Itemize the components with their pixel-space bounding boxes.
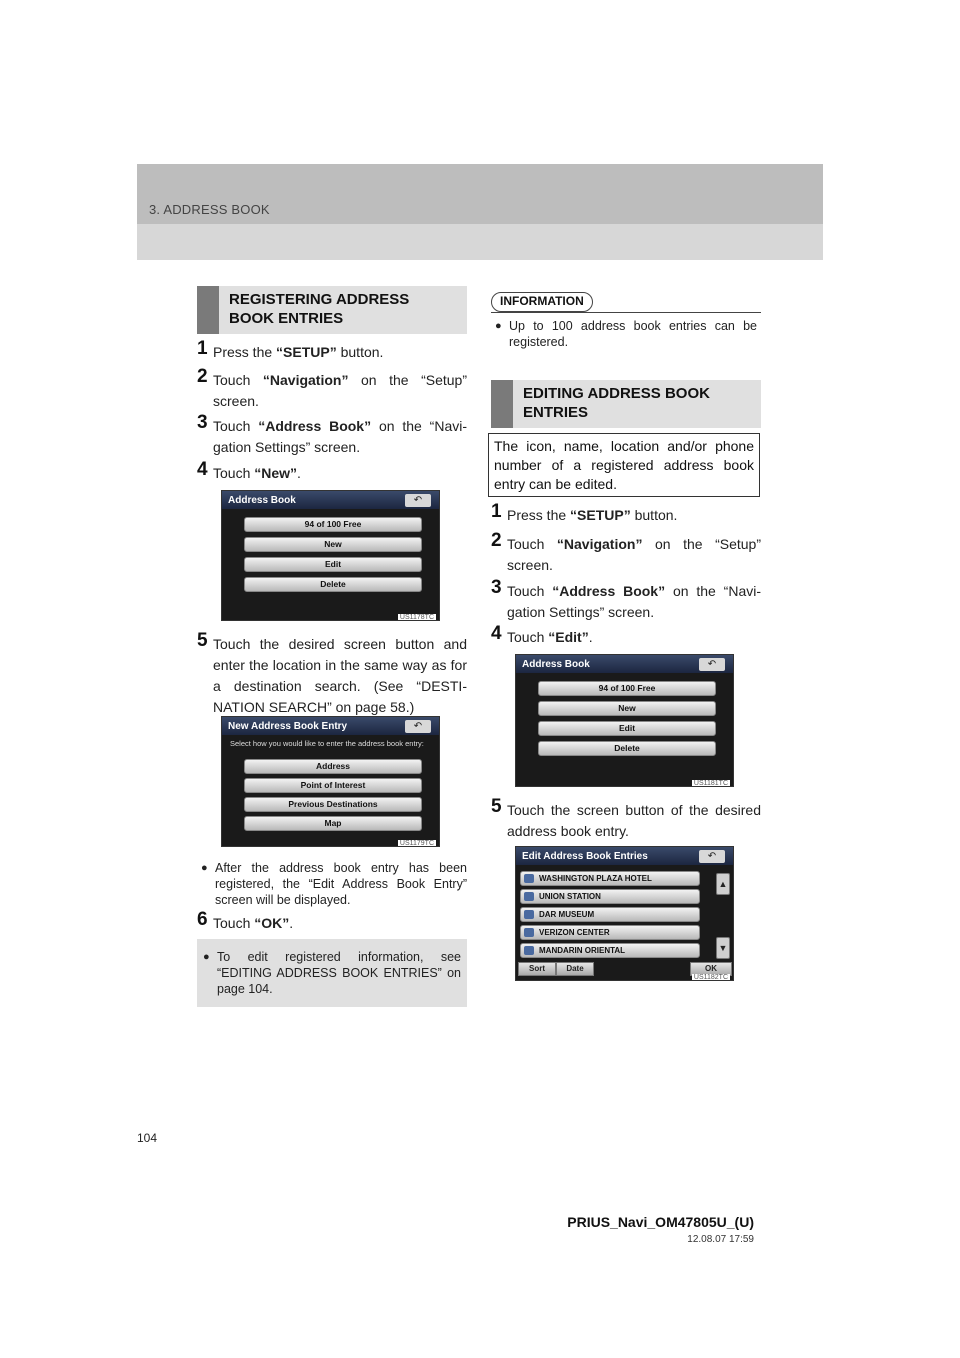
bullet-dot-icon: ● <box>203 951 210 963</box>
previous-destinations-button: Previous Destinations <box>244 797 422 812</box>
left-step-3: 3 Touch “Address Book” on the “Navi-gation Settings” screen. <box>197 412 467 455</box>
image-code: US1179TC <box>399 840 434 847</box>
edit-button: Edit <box>244 557 422 572</box>
screenshot-address-book-new: Address Book ↶ 94 of 100 Free New Edit Delete US1178TC <box>221 490 440 621</box>
new-button: New <box>538 701 716 716</box>
screenshot-edit-address-book-entries: Edit Address Book Entries ↶ WASHINGTON PLAZA HOTEL UNION STATION DAR MUSEUM VERIZON CENTER MANDARIN ORIENTAL ▲ ▼ Sort Date OK US1182TC <box>515 846 734 981</box>
left-section-title <box>197 286 467 334</box>
information-rule <box>491 312 761 313</box>
bullet-dot-icon: ● <box>201 862 208 874</box>
title-bar-accent <box>491 380 513 428</box>
entry-row: VERIZON CENTER <box>520 925 700 940</box>
scroll-up-icon: ▲ <box>716 873 730 895</box>
edit-button: Edit <box>538 721 716 736</box>
right-step-5: 5 Touch the screen button of the desired address book entry. <box>491 796 761 839</box>
screenshot-address-book-edit: Address Book ↶ 94 of 100 Free New Edit Delete US1181TC <box>515 654 734 787</box>
map-button: Map <box>244 816 422 831</box>
point-of-interest-button: Point of Interest <box>244 778 422 793</box>
entry-icon <box>524 946 534 955</box>
ok-button: OK <box>690 962 732 976</box>
print-date: 12.08.07 17:59 <box>687 1234 754 1245</box>
entry-icon <box>524 928 534 937</box>
delete-button: Delete <box>538 741 716 756</box>
right-section-title-text: EDITING ADDRESS BOOK ENTRIES <box>523 385 710 421</box>
back-arrow-icon: ↶ <box>405 720 431 733</box>
left-step-5: 5 Touch the desired screen button and enter the location in the same way as for a destination search. (See “DESTI-NATION SEARCH” on page 58.) <box>197 630 467 715</box>
image-code: US1181TC <box>693 780 728 787</box>
section-header: 3. ADDRESS BOOK <box>149 202 270 217</box>
entry-row: MANDARIN ORIENTAL <box>520 943 700 958</box>
right-step-4: 4 Touch “Edit”. <box>491 623 593 645</box>
free-count-button: 94 of 100 Free <box>244 517 422 532</box>
right-step-2: 2 Touch “Navigation” on the “Setup” screen. <box>491 530 761 573</box>
left-bullet-note: ● After the address book entry has been registered, the “Edit Address Book Entry” screen will be displayed. <box>201 861 467 907</box>
free-count-button: 94 of 100 Free <box>538 681 716 696</box>
sort-tab: Sort <box>518 962 556 976</box>
image-code: US1178TC <box>399 614 434 621</box>
entry-icon <box>524 892 534 901</box>
image-code: US1182TC <box>693 974 728 981</box>
information-label: INFORMATION <box>491 292 593 312</box>
delete-button: Delete <box>244 577 422 592</box>
entry-row: WASHINGTON PLAZA HOTEL <box>520 871 700 886</box>
left-step-4: 4 Touch “New”. <box>197 459 301 481</box>
date-tab: Date <box>556 962 594 976</box>
left-step-6: 6 Touch “OK”. <box>197 909 294 931</box>
right-step-3: 3 Touch “Address Book” on the “Navi-gation Settings” screen. <box>491 577 761 620</box>
left-step-1: 1 Press the “SETUP” button. <box>197 338 384 360</box>
entry-icon <box>524 910 534 919</box>
title-bar-accent <box>197 286 219 334</box>
information-text: ● Up to 100 address book entries can be registered. <box>495 319 757 349</box>
header-band <box>137 164 823 260</box>
editing-description-box: The icon, name, location and/or phone number of a registered address book entry can be edited. <box>488 433 760 497</box>
left-section-title-text: REGISTERING ADDRESS BOOK ENTRIES <box>229 291 410 327</box>
right-section-title <box>491 380 761 428</box>
page-number: 104 <box>137 1131 158 1145</box>
entry-row: DAR MUSEUM <box>520 907 700 922</box>
entry-row: UNION STATION <box>520 889 700 904</box>
bullet-dot-icon: ● <box>495 320 502 332</box>
entry-icon <box>524 874 534 883</box>
header-top <box>137 164 823 224</box>
back-arrow-icon: ↶ <box>699 658 725 671</box>
new-button: New <box>244 537 422 552</box>
scroll-down-icon: ▼ <box>716 937 730 959</box>
address-button: Address <box>244 759 422 774</box>
back-arrow-icon: ↶ <box>405 494 431 507</box>
right-step-1: 1 Press the “SETUP” button. <box>491 501 678 523</box>
document-id: PRIUS_Navi_OM47805U_(U) <box>567 1214 754 1230</box>
back-arrow-icon: ↶ <box>699 850 725 863</box>
left-step-2: 2 Touch “Navigation” on the “Setup” screen. <box>197 366 467 409</box>
left-note-box: ● To edit registered information, see “EDITING ADDRESS BOOK ENTRIES” on page 104. <box>197 939 467 1007</box>
screenshot-new-address-book-entry: New Address Book Entry ↶ Select how you would like to enter the address book entry: Address Point of Interest Previous Destinations Map US1179TC <box>221 716 440 847</box>
